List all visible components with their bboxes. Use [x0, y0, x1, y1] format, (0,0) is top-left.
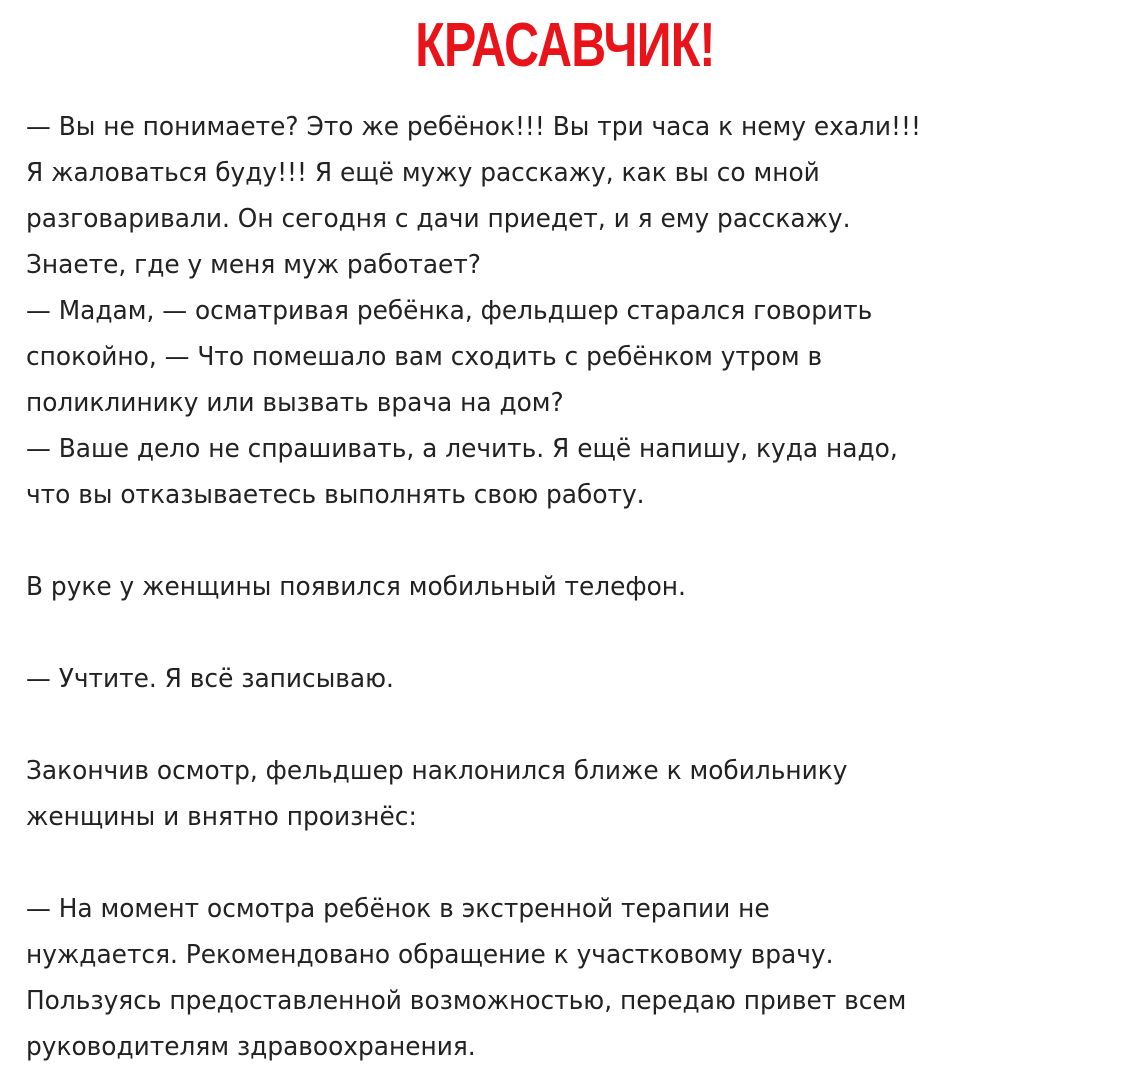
paragraph-gap	[26, 518, 1116, 564]
text-line: Закончив осмотр, фельдшер наклонился ближе к мобильнику	[26, 756, 848, 786]
text-line: руководителям здравоохранения.	[26, 1032, 476, 1062]
page-title: КРАСАВЧИК!	[415, 11, 715, 80]
text-line: что вы отказываетесь выполнять свою работу.	[26, 480, 645, 510]
text-line: разговаривали. Он сегодня с дачи приедет, и я ему расскажу.	[26, 204, 851, 234]
text-line: Знаете, где у меня муж работает?	[26, 250, 481, 280]
text-line: нуждается. Рекомендовано обращение к участковому врачу.	[26, 940, 834, 970]
paragraph-gap	[26, 840, 1116, 886]
text-line: женщины и внятно произнёс:	[26, 802, 417, 832]
text-line: Пользуясь предоставленной возможностью, передаю привет всем	[26, 986, 907, 1016]
text-line: В руке у женщины появился мобильный телефон.	[26, 572, 686, 602]
story-text	[26, 104, 1116, 1070]
text-line: — Мадам, — осматривая ребёнка, фельдшер старался говорить	[26, 296, 873, 326]
paragraph-gap	[26, 610, 1116, 656]
text-line: спокойно, — Что помешало вам сходить с ребёнком утром в	[26, 342, 823, 372]
text-line: — Учтите. Я всё записываю.	[26, 664, 394, 694]
text-line: — Вы не понимаете? Это же ребёнок!!! Вы три часа к нему ехали!!!	[26, 112, 921, 142]
text-line: поликлинику или вызвать врача на дом?	[26, 388, 564, 418]
text-line: — Ваше дело не спрашивать, а лечить. Я ещё напишу, куда надо,	[26, 434, 898, 464]
text-line: — На момент осмотра ребёнок в экстренной терапии не	[26, 894, 770, 924]
paragraph-gap	[26, 702, 1116, 748]
text-line: Я жаловаться буду!!! Я ещё мужу расскажу, как вы со мной	[26, 158, 820, 188]
